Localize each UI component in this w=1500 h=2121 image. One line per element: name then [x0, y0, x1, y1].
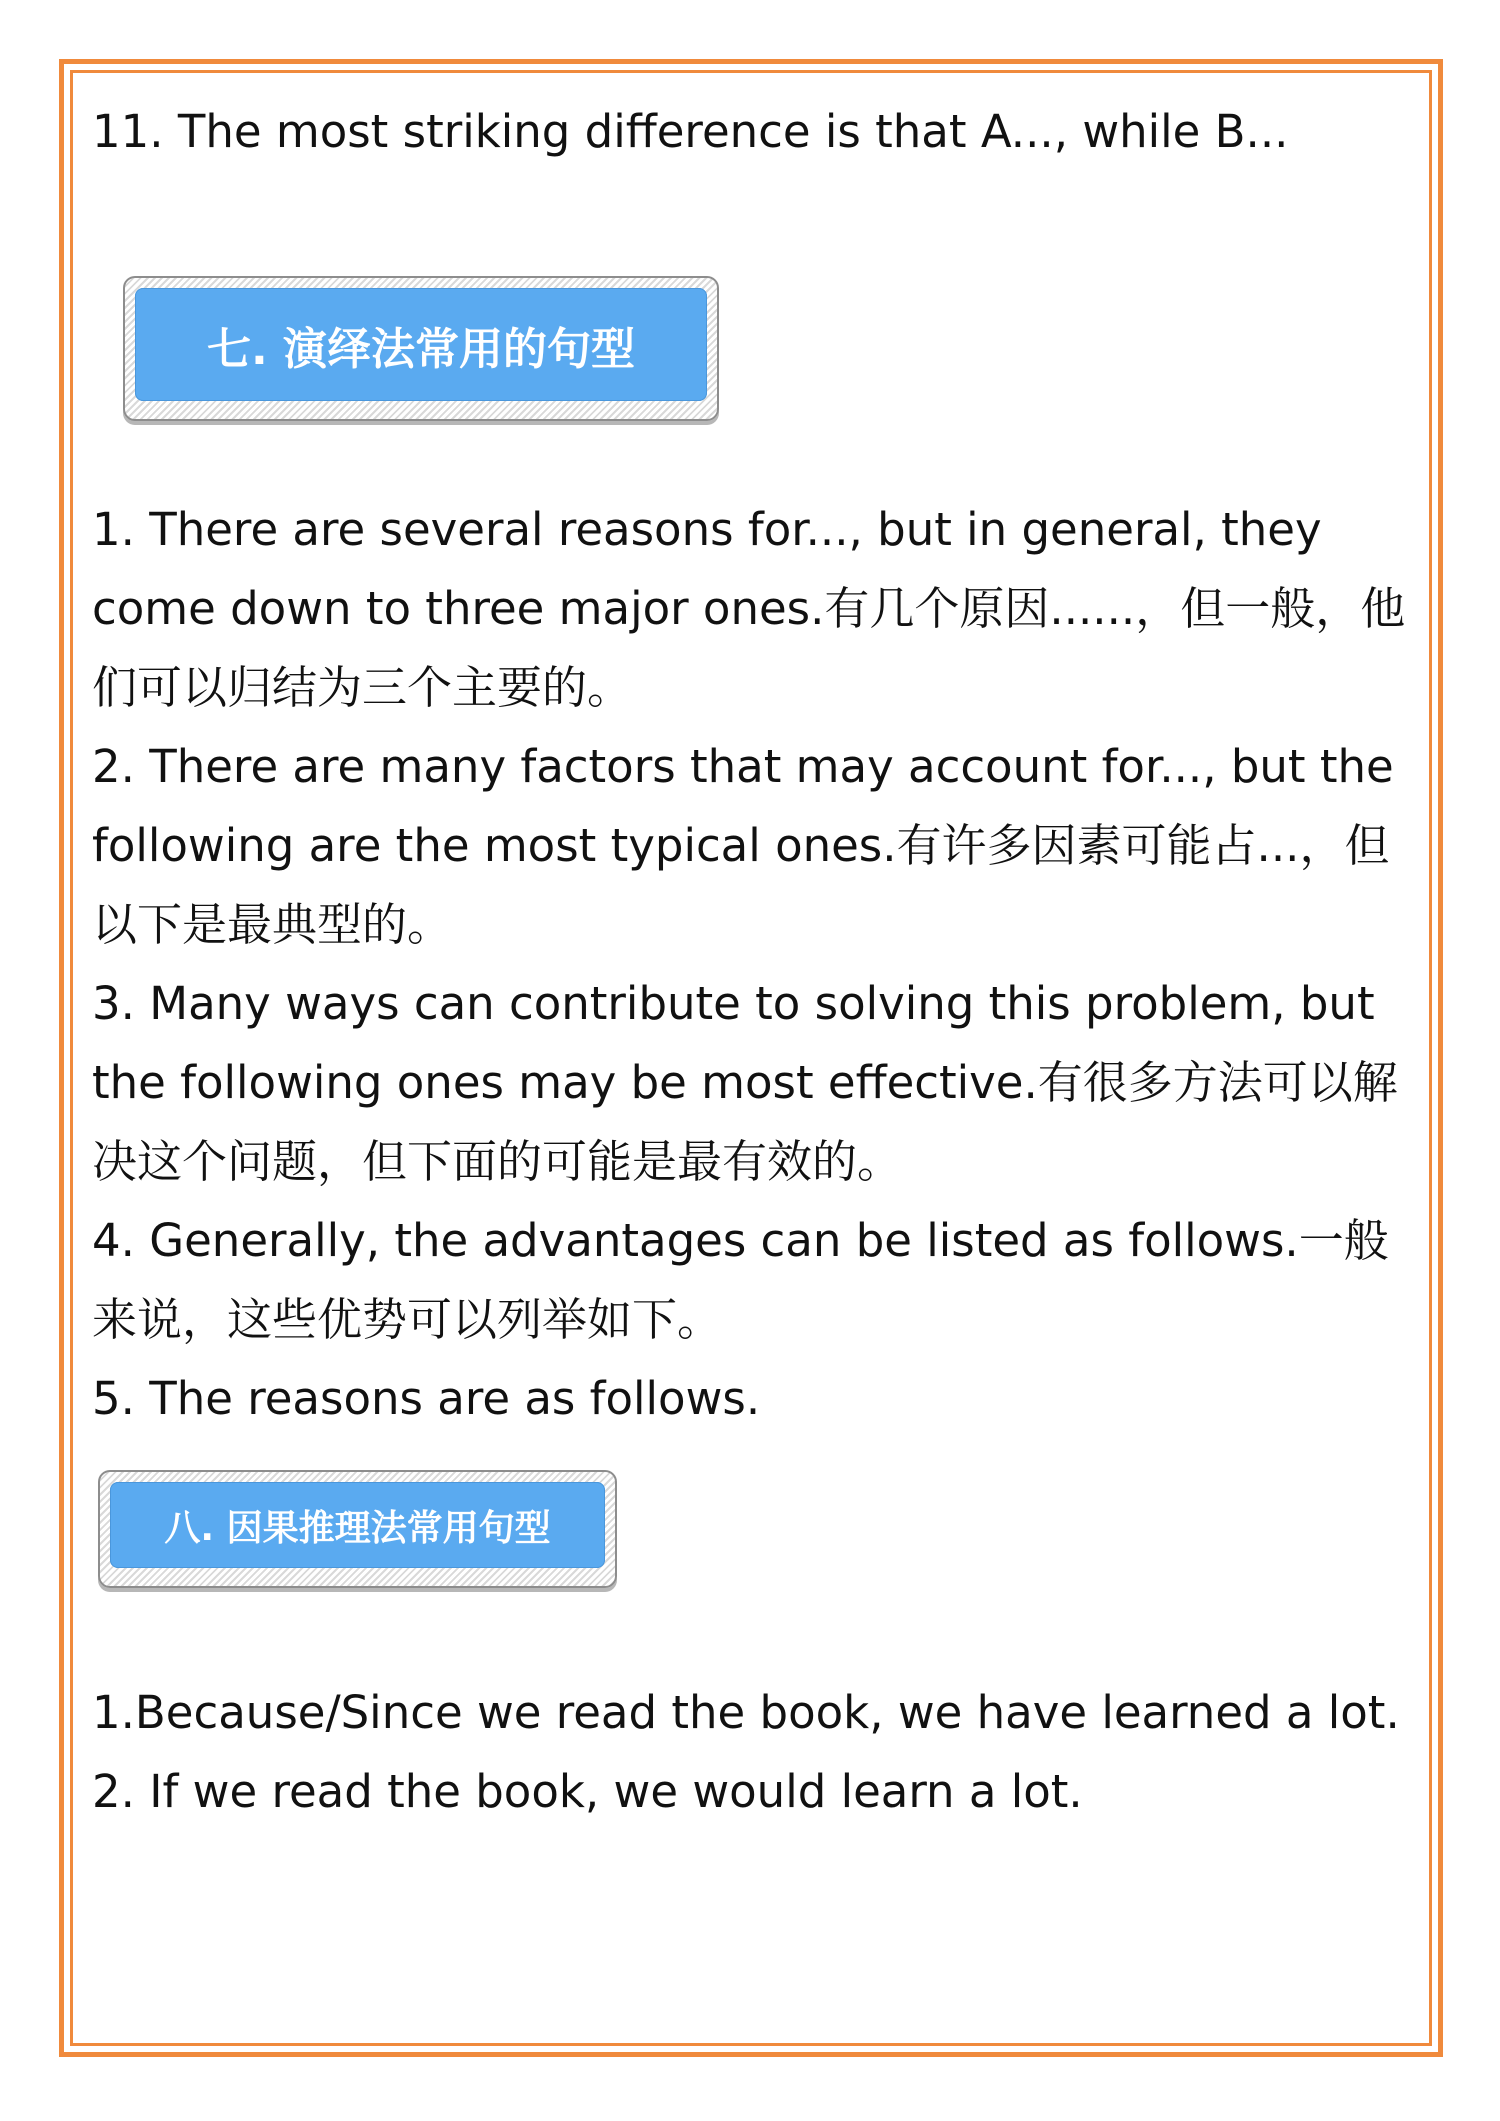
intro-sentence: 11. The most striking difference is that A..., while B... [92, 105, 1289, 158]
section-8-banner [98, 1470, 617, 1588]
section-7-title: 七. 演绎法常用的句型 [135, 288, 707, 401]
list-item: 2. If we read the book, we would learn a lot. [92, 1765, 1083, 1818]
list-item: 4. Generally, the advantages can be listed as follows.一般来说，这些优势可以列举如下。 [92, 1214, 1389, 1346]
list-item: 2. There are many factors that may account for..., but the following are the most typical ones.有许多因素可能占...，但以下是最典型的。 [92, 740, 1394, 951]
list-item: 3. Many ways can contribute to solving this problem, but the following ones may be most effective.有很多方法可以解决这个问题，但下面的可能是最有效的。 [92, 977, 1398, 1188]
list-item: 1.Because/Since we read the book, we have learned a lot. [92, 1686, 1400, 1739]
list-item: 5. The reasons are as follows. [92, 1372, 761, 1425]
section-7-list [92, 490, 1422, 1438]
section-8-title: 八. 因果推理法常用句型 [110, 1482, 605, 1568]
section-8-list [92, 1673, 1422, 1831]
section-7-banner [123, 276, 719, 421]
list-item: 1. There are several reasons for..., but in general, they come down to three major ones.有几个原因......，但一般，他们可以归结为三个主要的。 [92, 503, 1406, 714]
